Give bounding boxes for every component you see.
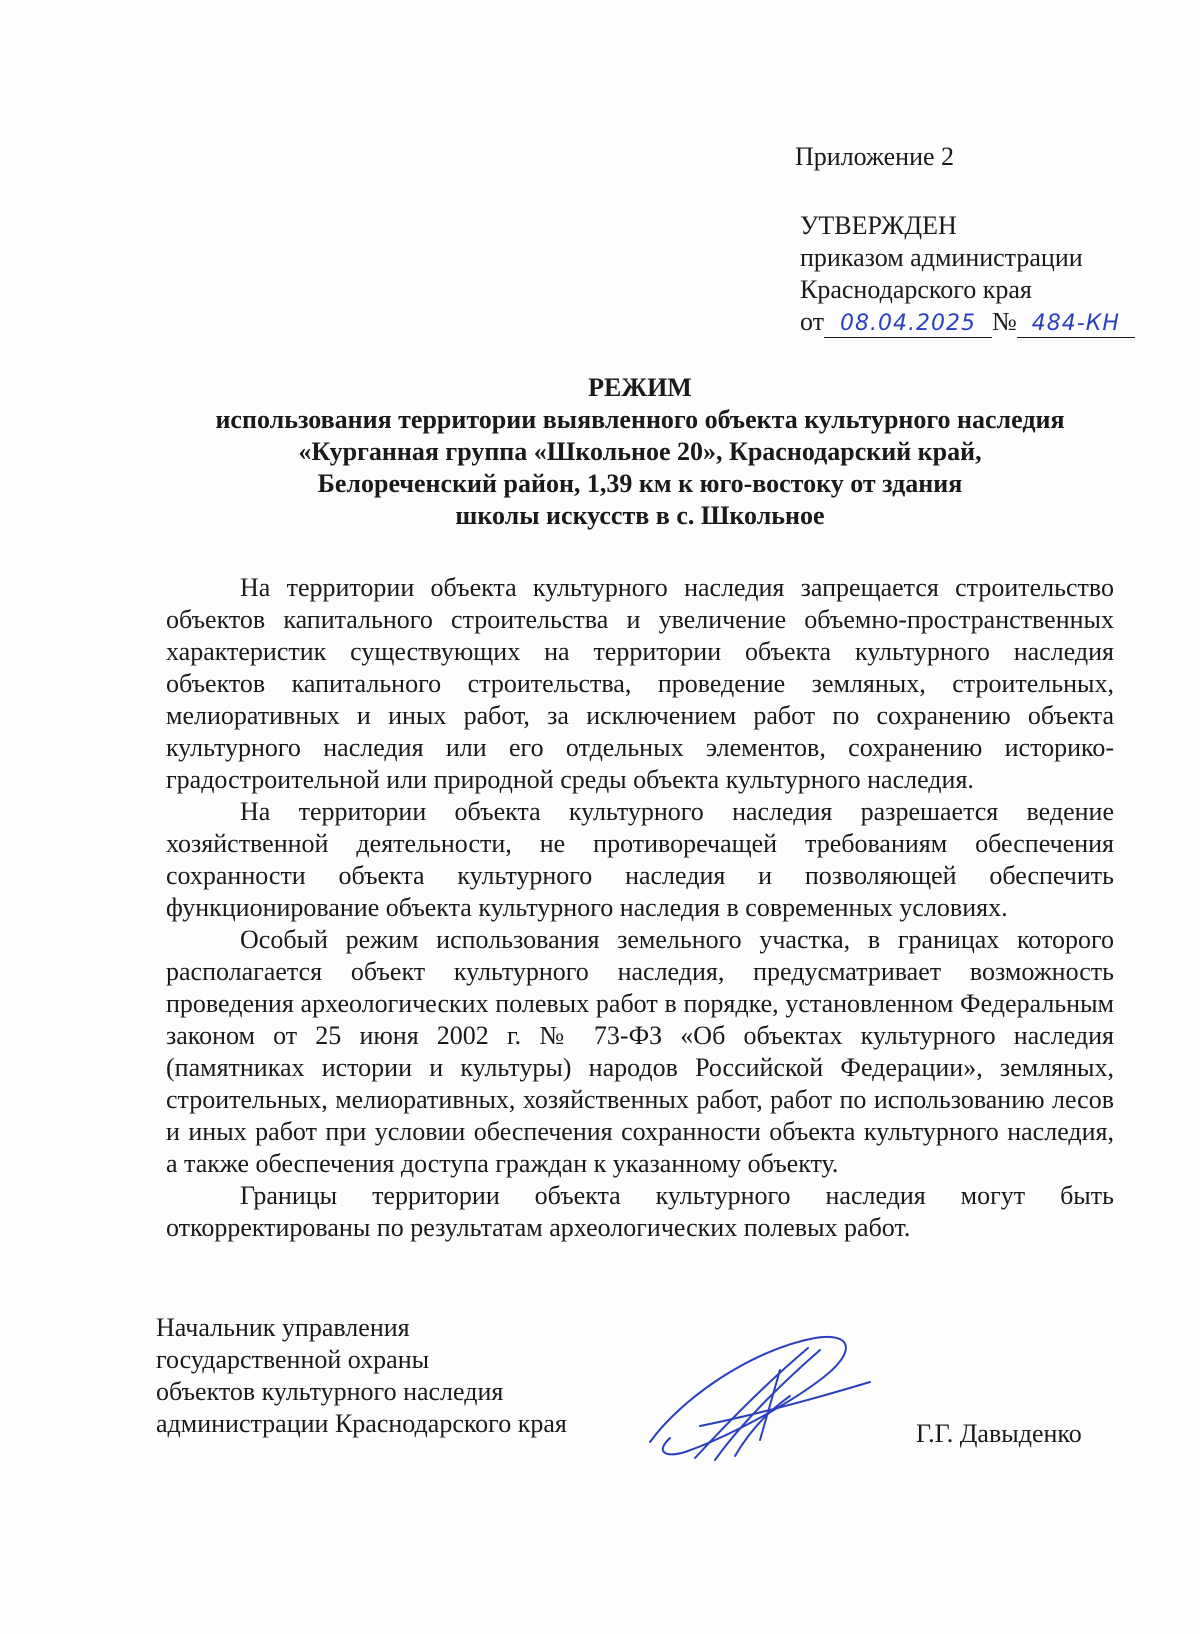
position-line-3: объектов культурного наследия bbox=[156, 1377, 504, 1406]
body-paragraph: На территории объекта культурного наследия разрешается ведение хозяйственной деятельности, не противоречащей требованиям обеспечения сохранности объекта культурного наследия и позволяющей обеспечить функционирование объекта культурного наследия в современных условиях. bbox=[166, 797, 1114, 922]
document-title: РЕЖИМ bbox=[588, 373, 692, 402]
handwritten-signature bbox=[640, 1330, 890, 1470]
signer-name: Г.Г. Давыденко bbox=[916, 1419, 1082, 1448]
document-body bbox=[166, 572, 1114, 1244]
body-paragraph: На территории объекта культурного наследия запрещается строительство объектов капитального строительства и увеличение объемно-пространственных характеристик существующих на территории объекта культурного наследия объектов капитального строительства, проведение земляных, строительных, мелиоративных и иных работ, за исключением работ по сохранению объекта культурного наследия или его отдельных элементов, сохранению историко-градостроительной или природной среды объекта культурного наследия. bbox=[166, 573, 1114, 794]
approval-line-2: Краснодарского края bbox=[800, 275, 1032, 304]
position-line-4: администрации Краснодарского края bbox=[156, 1409, 567, 1438]
title-line-3: Белореченский район, 1,39 км к юго-востоку от здания bbox=[317, 469, 963, 498]
position-line-2: государственной охраны bbox=[156, 1345, 430, 1374]
title-line-1: использования территории выявленного объекта культурного наследия bbox=[215, 405, 1065, 434]
document-title-block bbox=[150, 372, 1130, 532]
number-label: № bbox=[992, 307, 1017, 336]
appendix-label: Приложение 2 bbox=[795, 142, 955, 171]
order-number-handwritten: 484-КН bbox=[1017, 311, 1135, 338]
title-line-4: школы искусств в с. Школьное bbox=[455, 501, 825, 530]
approval-stamp-block bbox=[800, 210, 1180, 338]
order-reference-line bbox=[800, 306, 1180, 338]
from-label: от bbox=[800, 307, 825, 336]
body-paragraph: Границы территории объекта культурного наследия могут быть откорректированы по результатам археологических полевых работ. bbox=[166, 1181, 1114, 1242]
title-line-2: «Курганная группа «Школьное 20», Краснодарский край, bbox=[298, 437, 982, 466]
approval-title: УТВЕРЖДЕН bbox=[800, 211, 957, 240]
position-line-1: Начальник управления bbox=[156, 1313, 410, 1342]
approval-line-1: приказом администрации bbox=[800, 243, 1083, 272]
body-paragraph: Особый режим использования земельного участка, в границах которого располагается объект культурного наследия, предусматривает возможность проведения археологических полевых работ в порядке, установленном Федеральным законом от 25 июня 2002 г. № 73-ФЗ «Об объектах культурного наследия (памятниках истории и культуры) народов Российской Федерации», земляных, строительных, мелиоративных, хозяйственных работ, работ по использованию лесов и иных работ при условии обеспечения сохранности объекта культурного наследия, а также обеспечения доступа граждан к указанному объекту. bbox=[166, 925, 1114, 1178]
order-date-handwritten: 08.04.2025 bbox=[824, 311, 992, 338]
signatory-position-block bbox=[156, 1312, 567, 1440]
